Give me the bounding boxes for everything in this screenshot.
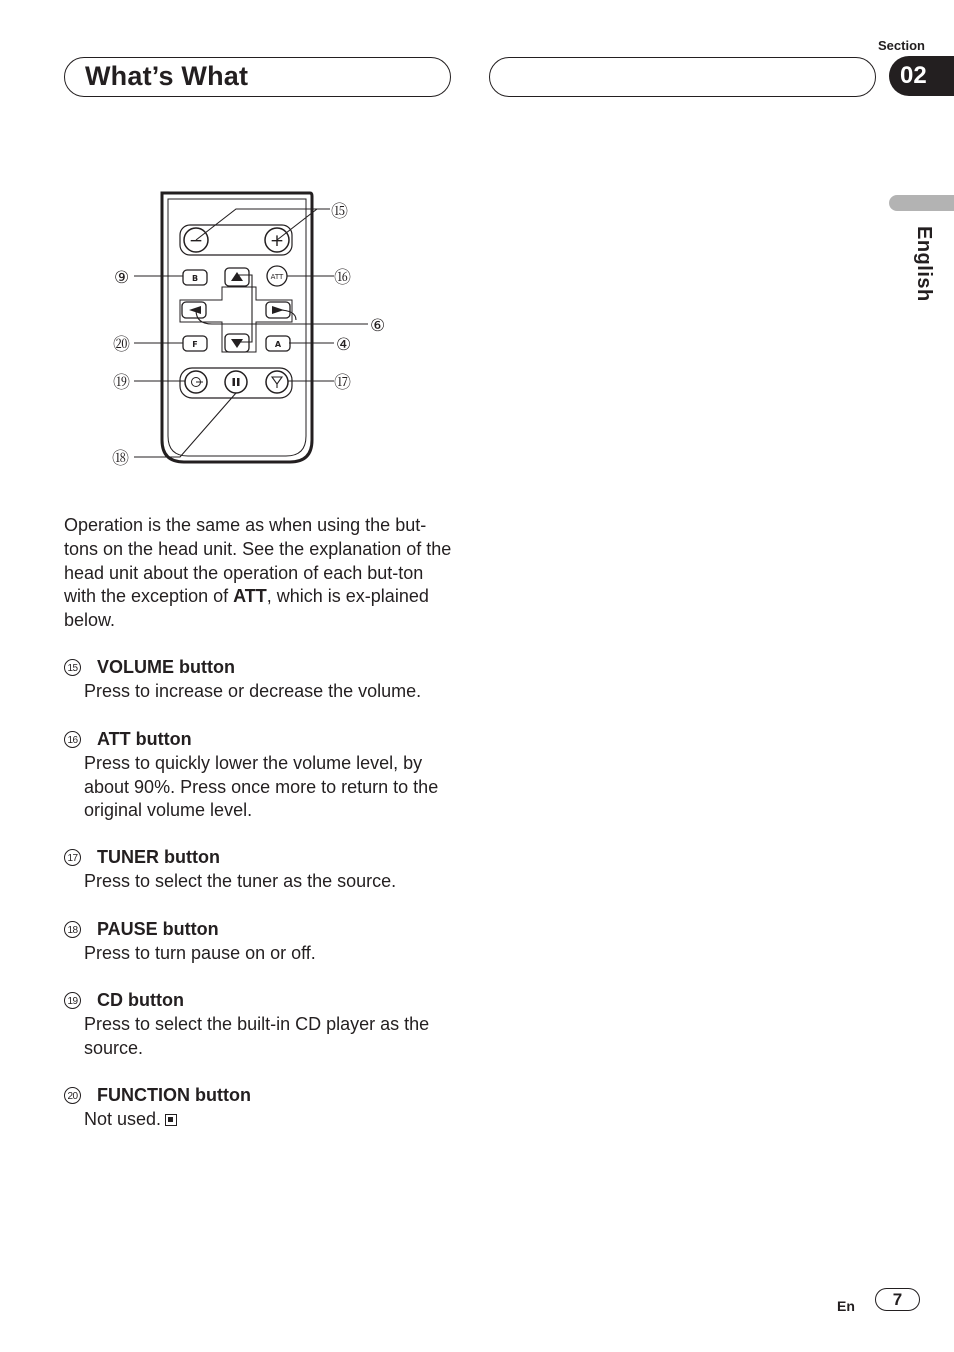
a-label: A (274, 340, 282, 349)
item-number: 17 (64, 849, 81, 866)
callout-16: ⑯ (334, 268, 351, 288)
remote-control-figure (100, 185, 400, 475)
item-title: VOLUME button (97, 657, 235, 677)
item-number: 18 (64, 921, 81, 938)
footer-language: En (837, 1298, 855, 1314)
item-function (64, 1084, 464, 1132)
language-tab (889, 195, 954, 211)
page-number: 7 (875, 1288, 920, 1311)
plus-label: + (269, 231, 285, 251)
intro-text-after: , which is ex-plained below. (64, 586, 429, 631)
title-pill (64, 57, 451, 97)
tuner-button (266, 371, 288, 393)
item-desc: Press to select the tuner as the source. (84, 870, 397, 891)
callout-18: ⑱ (112, 449, 129, 469)
section-number-badge: 02 (889, 56, 954, 96)
b-label: B (191, 274, 199, 283)
callout-4: ④ (336, 335, 352, 355)
item-number: 15 (64, 659, 81, 676)
intro-bold: ATT (233, 586, 267, 607)
item-desc-row (64, 1108, 464, 1132)
att-label: ATT (270, 273, 284, 281)
f-button (183, 336, 207, 351)
item-desc: Not used. (84, 1108, 162, 1129)
f-label: F (192, 340, 198, 349)
item-title: TUNER button (97, 847, 220, 867)
item-number: 20 (64, 1087, 81, 1104)
up-button (225, 268, 249, 286)
item-desc: Press to select the built-in CD player as the source. (84, 1013, 430, 1058)
b-button (183, 270, 207, 285)
callout-20: ⑳ (113, 335, 130, 355)
item-title: PAUSE button (97, 919, 219, 939)
item-title: CD button (97, 990, 184, 1010)
callout-17: ⑰ (334, 373, 351, 393)
down-button (225, 334, 249, 352)
item-desc: Press to increase or decrease the volume. (84, 680, 422, 701)
item-number: 19 (64, 992, 81, 1009)
callout-6: ⑥ (370, 316, 386, 336)
callout-9: ⑨ (114, 268, 130, 288)
item-desc: Press to quickly lower the volume level, by about 90%. Press once more to return to the original volume level. (84, 752, 439, 821)
att-button (267, 266, 287, 286)
item-title: ATT button (97, 729, 192, 749)
item-cd (64, 989, 464, 1060)
item-tuner (64, 846, 464, 894)
language-label: English (913, 226, 935, 302)
page-title: What’s What (85, 61, 249, 91)
end-mark-icon (165, 1114, 177, 1126)
minus-label: − (188, 231, 204, 251)
item-att (64, 728, 464, 823)
item-pause (64, 918, 464, 966)
left-button (182, 302, 206, 318)
intro-paragraph (64, 514, 456, 633)
item-number: 16 (64, 731, 81, 748)
intro-text-before: Operation is the same as when using the but-tons on the head unit. See the explanation of the head unit about the operation of each but-ton with the exception of (64, 515, 452, 607)
item-title: FUNCTION button (97, 1085, 251, 1105)
header-blank-pill (489, 57, 876, 97)
a-button (266, 336, 290, 351)
callout-15: ⑮ (331, 202, 348, 222)
callout-19: ⑲ (113, 373, 130, 393)
pause-button (225, 371, 247, 393)
item-desc: Press to turn pause on or off. (84, 942, 316, 963)
section-label: Section (878, 38, 925, 53)
cd-button (185, 371, 207, 393)
item-volume (64, 656, 464, 704)
